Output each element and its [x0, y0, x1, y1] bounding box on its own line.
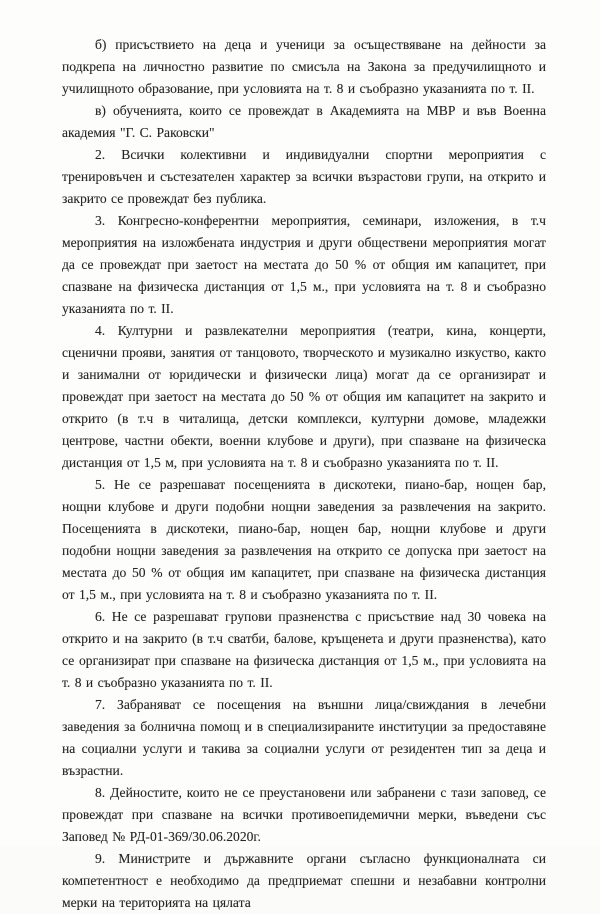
paragraph-point-9: 9. Министрите и държавните органи съгласно функционалната си компетентност е необходимо да предприемат спешни и незабавни контролни мерки на територията на цялата: [62, 851, 546, 910]
paragraph-point-7: 7. Забраняват се посещения на външни лица/свиждания в лечебни заведения за болнична помощ и в специализираните институции за предоставяне на социални услуги и такива за социални услуги от резидентен тип за деца и възрастни.: [62, 697, 546, 778]
paragraph-point-3: 3. Конгресно-конферентни мероприятия, семинари, изложения, в т.ч мероприятия на изложбената индустрия и други обществени мероприятия могат да се провеждат при заетост на местата до 50 % от общия им капацитет, при спазване на физическа дистанция от 1,5 м., при условията на т. 8 и съобразно указанията по т. II.: [62, 213, 546, 316]
paragraph-point-2: 2. Всички колективни и индивидуални спортни мероприятия с тренировъчен и състезателен характер за всички възрастови групи, на открито и закрито се провеждат без публика.: [62, 147, 546, 206]
paragraph-point-6: 6. Не се разрешават групови празненства с присъствие над 30 човека на открито и на закрито (в т.ч сватби, балове, кръщенета и други празненства), като се организират при спазване на физическа дистанция от 1,5 м., при условията на т. 8 и съобразно указанията по т. II.: [62, 609, 546, 690]
paragraph-item-v: в) обученията, които се провеждат в Академията на МВР и във Военна академия "Г. С. Раковски": [62, 103, 546, 140]
paragraph-point-4: 4. Културни и развлекателни мероприятия (театри, кина, концерти, сценични прояви, занятия от танцовото, творческото и музикално изкуство, както и занимални от юридически и физически лица) могат да се организират и провеждат при заетост на местата до 50 % от общия им капацитет на закрито и открито (в т.ч в читалища, детски комплекси, културни домове, младежки центрове, частни обекти, военни клубове и други), при спазване на физическа дистанция от 1,5 м, при условията на т. 8 и съобразно указанията по т. II.: [62, 323, 546, 470]
paragraph-point-8: 8. Дейностите, които не се преустановени или забранени с тази заповед, се провеждат при спазване на всички противоепидемични мерки, въведени със Заповед № РД-01-369/30.06.2020г.: [62, 785, 546, 844]
paragraph-item-b: б) присъствието на деца и ученици за осъществяване на дейности за подкрепа на личностно развитие по смисъла на Закона за предучилищното и училищното образование, при условията на т. 8 и съобразно указанията по т. II.: [62, 37, 546, 96]
paragraph-point-5: 5. Не се разрешават посещенията в дискотеки, пиано-бар, нощен бар, нощни клубове и други подобни нощни заведения за развлечения на закрито. Посещенията в дискотеки, пиано-бар, нощен бар, нощни клубове и други подобни нощни заведения за развлечения на открито се допуска при заетост на местата до 50 % от общия им капацитет, при спазване на физическа дистанция от 1,5 м., при условията на т. 8 и съобразно указанията по т. II.: [62, 477, 546, 602]
